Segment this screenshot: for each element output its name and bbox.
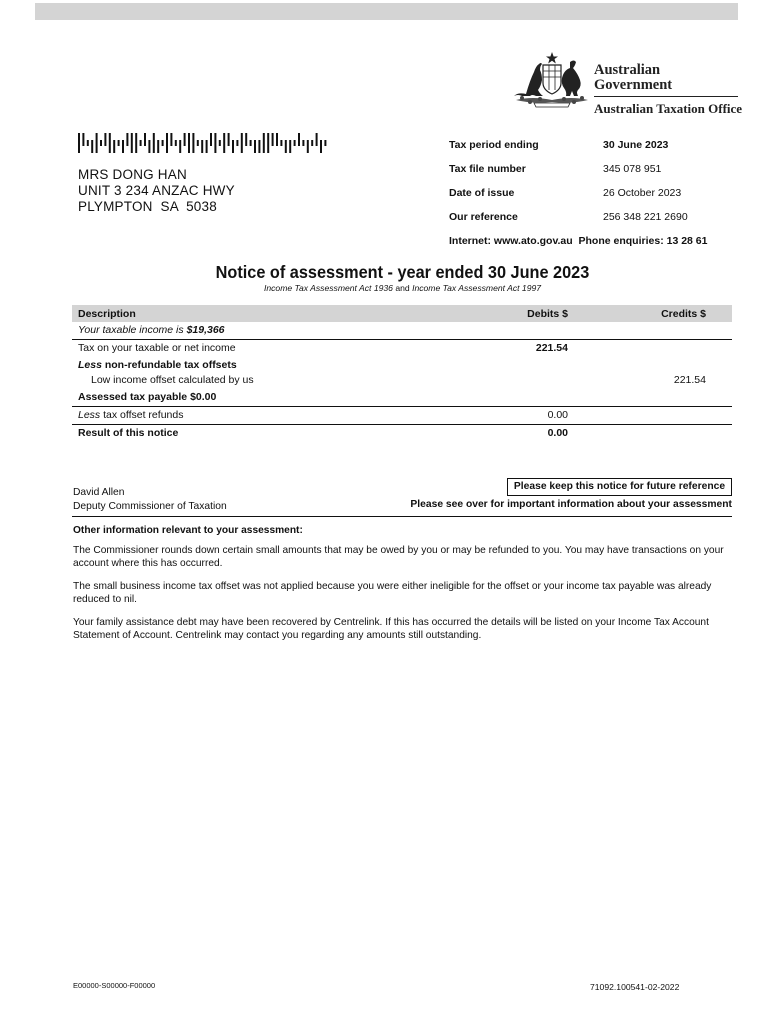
footer-code-right: 71092.100541-02-2022 (590, 982, 680, 992)
barcode-bar (289, 140, 291, 153)
mailing-address (78, 167, 235, 215)
barcode-bar (78, 133, 80, 153)
row-label (78, 409, 183, 421)
result-row (72, 425, 732, 442)
signatory-name: David Allen (73, 487, 125, 498)
row-debit: 221.54 (535, 342, 568, 354)
barcode-bar (126, 133, 128, 146)
barcode-bar (144, 133, 146, 146)
taxable-income-row (72, 322, 732, 340)
barcode-bar (298, 133, 300, 146)
detail-our-reference (449, 211, 739, 225)
less-word: Less (78, 409, 101, 421)
barcode-bar (214, 133, 216, 153)
barcode-bar (228, 133, 230, 146)
barcode-bar (192, 133, 194, 153)
barcode-bar (113, 140, 115, 153)
barcode-bar (285, 140, 287, 153)
barcode-bar (302, 140, 304, 146)
addressee-name: MRS DONG HAN (78, 167, 187, 182)
barcode-bar (294, 140, 296, 146)
detail-value: 256 348 221 2690 (603, 211, 688, 223)
barcode-bar (320, 140, 322, 153)
table-row (72, 372, 732, 389)
header-description: Description (78, 308, 136, 320)
barcode-bar (263, 133, 265, 153)
barcode-bar (219, 140, 221, 146)
see-over-note: Please see over for important information about your assessment (410, 499, 732, 510)
row-label: Result of this notice (78, 427, 179, 439)
signatory-title: Deputy Commissioner of Taxation (73, 500, 227, 512)
address-line-1: UNIT 3 234 ANZAC HWY (78, 183, 235, 198)
barcode-bar (206, 140, 208, 153)
barcode-bar (241, 133, 243, 153)
barcode-bar (118, 140, 120, 146)
less-word: Less (78, 359, 102, 371)
row-label: Low income offset calculated by us (91, 374, 254, 386)
taxable-income-value: $19,366 (186, 324, 225, 336)
barcode-bar (148, 140, 150, 153)
barcode-bar (223, 133, 225, 153)
act-1936: Income Tax Assessment Act 1936 (263, 283, 393, 293)
barcode-bar (140, 140, 142, 146)
barcode-bar (91, 140, 93, 153)
barcode-bar (166, 133, 168, 153)
address-line-2: PLYMPTON SA 5038 (78, 199, 217, 214)
barcode-bar (122, 140, 124, 153)
notice-title: Notice of assessment - year ended 30 June 2023 (215, 262, 590, 282)
row-debit: 0.00 (547, 409, 568, 421)
keep-notice-box: Please keep this notice for future reference (507, 478, 732, 496)
info-paragraph: The Commissioner rounds down certain small amounts that may be owed by you or may be refunded to you. You may have transactions on your account where this has occurred. (73, 545, 724, 569)
table-header (72, 305, 732, 322)
barcode-bar (280, 140, 282, 146)
row-label: Assessed tax payable $0.00 (78, 391, 217, 403)
offset-refunds-label: tax offset refunds (100, 409, 184, 421)
detail-value: 26 October 2023 (603, 187, 682, 199)
barcode-bar (232, 140, 234, 153)
contact-line: Internet: www.ato.gov.au Phone enquiries: 13 28 61 (449, 235, 708, 247)
barcode-bar (188, 133, 190, 153)
row-debit: 0.00 (547, 427, 568, 439)
barcode-bar (324, 140, 326, 146)
detail-label: Tax file number (449, 163, 526, 175)
other-info-heading: Other information relevant to your assessment: (73, 525, 303, 536)
barcode-bar (135, 133, 137, 153)
barcode-bar (82, 133, 84, 146)
detail-tax-file-number (449, 163, 739, 177)
barcode-bar (250, 140, 252, 146)
table-row (72, 340, 732, 357)
detail-label: Tax period ending (449, 139, 539, 151)
barcode-bar (258, 140, 260, 153)
barcode-bar (170, 133, 172, 146)
barcode-bar (153, 133, 155, 153)
table-row (72, 407, 732, 425)
barcode-bar (254, 140, 256, 153)
barcode-bar (316, 133, 318, 146)
notice-subtitle (0, 283, 768, 293)
barcode-bar (184, 133, 186, 146)
barcode-bar (162, 140, 164, 146)
footer-code-left: E00000-S00000-F00000 (73, 981, 156, 990)
detail-value: 345 078 951 (603, 163, 662, 175)
government-logo-text (594, 63, 742, 115)
barcode-bar (311, 140, 313, 146)
detail-label: Date of issue (449, 187, 515, 199)
barcode-bar (210, 133, 212, 146)
top-grey-bar (35, 3, 738, 20)
act-conjunction: and (392, 283, 413, 293)
barcode-bar (157, 140, 159, 153)
detail-label: Our reference (449, 211, 518, 223)
row-credit: 221.54 (673, 374, 706, 386)
barcode-bar (96, 133, 98, 153)
taxable-income-text (78, 324, 225, 336)
barcode-bar (272, 133, 274, 146)
barcode-bar (87, 140, 89, 146)
barcode-bar (276, 133, 278, 146)
coat-of-arms-logo (512, 50, 592, 108)
header-debits: Debits $ (527, 308, 568, 320)
other-information (73, 524, 733, 652)
info-paragraph: Your family assistance debt may have been recovered by Centrelink. If this has occurred the details will be listed on your Income Tax Account Statement of Account. Centrelink may contact you regarding any amounts still outstanding. (73, 617, 709, 641)
agency-name: Australian Taxation Office (594, 101, 743, 116)
detail-value: 30 June 2023 (603, 139, 669, 151)
less-offsets-label: non-refundable tax offsets (101, 359, 237, 371)
table-row (72, 357, 732, 372)
barcode-bar (100, 140, 102, 146)
barcode-bar (175, 140, 177, 146)
barcode-bar (307, 140, 309, 153)
postal-barcode (78, 133, 330, 153)
header-credits: Credits $ (661, 308, 706, 320)
barcode-bar (131, 133, 133, 153)
detail-tax-period (449, 139, 739, 153)
signatory-block (73, 486, 227, 513)
row-label: Tax on your taxable or net income (78, 342, 236, 354)
barcode-bar (104, 133, 106, 146)
barcode-bar (201, 140, 203, 153)
barcode-bar (245, 133, 247, 146)
assessment-table (72, 305, 732, 442)
barcode-bar (109, 133, 111, 153)
barcode-bar (267, 133, 269, 153)
detail-date-of-issue (449, 187, 739, 201)
divider (72, 516, 732, 517)
barcode-bar (179, 140, 181, 153)
row-label (78, 359, 237, 371)
barcode-bar (236, 140, 238, 146)
taxable-income-prefix: Your taxable income is (78, 324, 187, 336)
table-row (72, 389, 732, 407)
government-name: Australian Government (594, 63, 738, 97)
act-1997: Income Tax Assessment Act 1997 (412, 283, 542, 293)
barcode-bar (197, 140, 199, 146)
info-paragraph: The small business income tax offset was not applied because you were either ineligible for the offset or your income tax payable was already reduced to nil. (73, 581, 712, 605)
